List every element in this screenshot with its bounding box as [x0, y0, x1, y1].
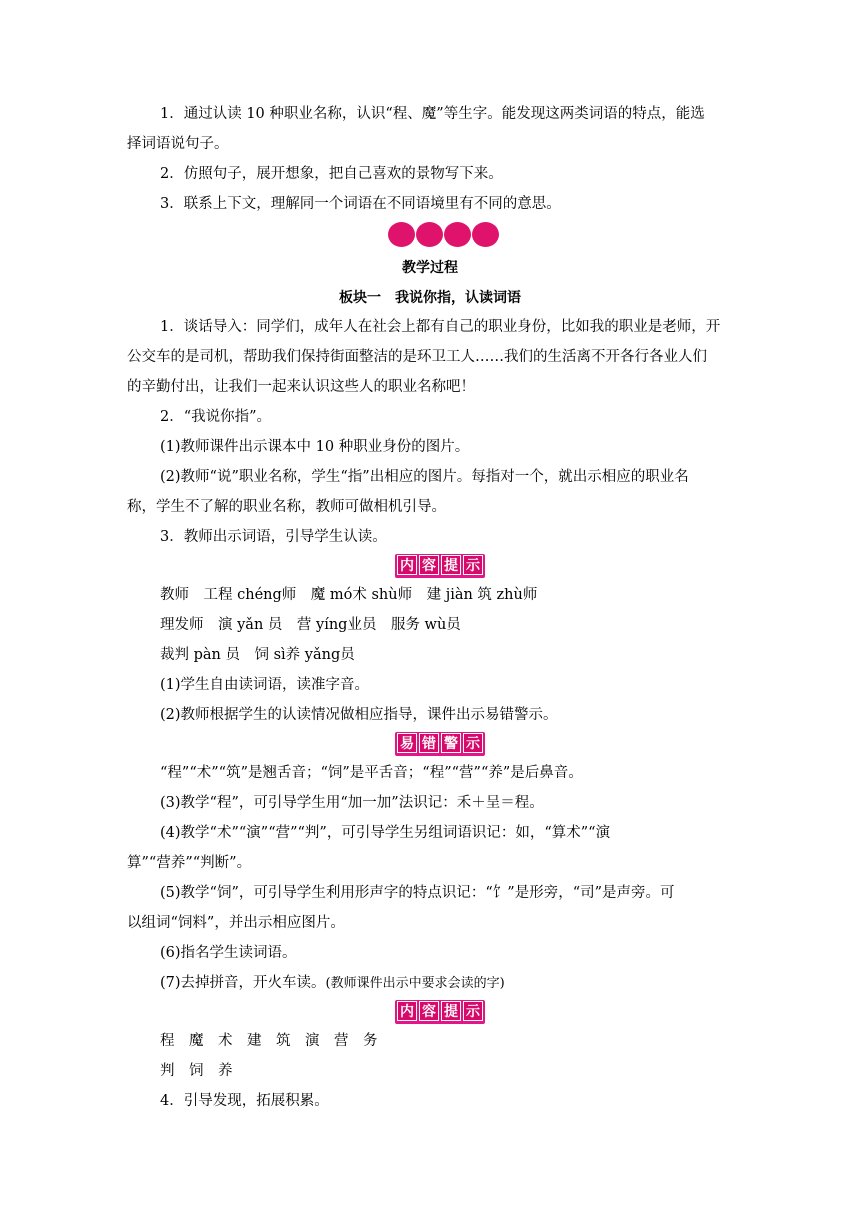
paragraph-line: 以组词“饲料”，并出示相应图片。 — [127, 915, 345, 931]
tag-char: 内 — [397, 555, 417, 575]
paragraph-line: 4．引导发现，拓展积累。 — [160, 1093, 329, 1109]
char-line: 程 魔 术 建 筑 演 营 务 — [160, 1033, 378, 1049]
paragraph-line: (5)教学“饲”，可引导学生利用形声字的特点识记：“饣”是形旁，“司”是声旁。可 — [160, 885, 675, 901]
word-line: 裁判 pàn 员 饲 sì养 yǎng员 — [160, 647, 355, 663]
paragraph-line: 3．教师出示词语，引导学生认读。 — [160, 529, 387, 545]
objective-2: 2．仿照句子，展开想象，把自己喜欢的景物写下来。 — [160, 166, 503, 182]
dot-icon — [444, 222, 471, 247]
paragraph-line: “程”“术”“筑”是翘舌音；“饲”是平舌音；“程”“营”“养”是后鼻音。 — [160, 765, 583, 781]
tag-char: 容 — [419, 555, 439, 575]
tag-char: 内 — [397, 1001, 417, 1021]
paragraph-line: 算”“营养”“判断”。 — [127, 855, 252, 871]
content-tip-badge — [395, 1000, 485, 1024]
dot-icon — [388, 222, 415, 247]
dot-icon — [472, 222, 499, 247]
tag-char: 易 — [397, 733, 417, 753]
decorative-dots — [388, 222, 499, 248]
objective-3: 3．联系上下文，理解同一个词语在不同语境里有不同的意思。 — [160, 196, 561, 212]
paragraph-note: (教师课件出示中要求会读的字) — [325, 976, 505, 991]
paragraph-line — [160, 973, 505, 994]
tag-char: 容 — [419, 1001, 439, 1021]
paragraph-text: (7)去掉拼音，开火车读。 — [160, 975, 326, 991]
paragraph-line: (1)教师课件出示课本中 10 种职业身份的图片。 — [160, 439, 470, 455]
tag-char: 示 — [463, 1001, 483, 1021]
section-title: 教学过程 — [402, 260, 458, 276]
tag-char: 示 — [463, 555, 483, 575]
paragraph-line: 的辛勤付出，让我们一起来认识这些人的职业名称吧！ — [127, 379, 475, 395]
word-line: 理发师 演 yǎn 员 营 yíng业员 服务 wù员 — [160, 617, 461, 633]
paragraph-line: 1．谈话导入：同学们，成年人在社会上都有自己的职业身份，比如我的职业是老师，开 — [160, 319, 721, 335]
paragraph-line: (3)教学“程”，可引导学生用“加一加”法识记：禾＋呈＝程。 — [160, 795, 544, 811]
block-title: 板块一 我说你指，认读词语 — [339, 290, 521, 306]
tag-char: 提 — [441, 1001, 461, 1021]
content-tip-badge — [395, 554, 485, 578]
tag-char: 提 — [441, 555, 461, 575]
tag-char: 示 — [463, 733, 483, 753]
tag-char: 错 — [419, 733, 439, 753]
word-line: 教师 工程 chéng师 魔 mó术 shù师 建 jiàn 筑 zhù师 — [160, 587, 538, 603]
paragraph-line: (2)教师“说”职业名称，学生“指”出相应的图片。每指对一个，就出示相应的职业名 — [160, 469, 689, 485]
paragraph-line: 公交车的是司机，帮助我们保持街面整洁的是环卫工人……我们的生活离不开各行各业人们 — [127, 349, 707, 365]
paragraph-line: (1)学生自由读词语，读准字音。 — [160, 677, 370, 693]
paragraph-line: (2)教师根据学生的认读情况做相应指导，课件出示易错警示。 — [160, 707, 558, 723]
char-line: 判 饲 养 — [160, 1063, 233, 1079]
objective-1-cont: 择词语说句子。 — [127, 136, 229, 152]
paragraph-line: (4)教学“术”“演”“营”“判”，可引导学生另组词语识记：如，“算术”“演 — [160, 825, 611, 841]
objective-1: 1．通过认读 10 种职业名称，认识“程、魔”等生字。能发现这两类词语的特点，能选 — [160, 106, 705, 122]
error-tip-badge — [395, 732, 485, 756]
paragraph-line: 称，学生不了解的职业名称，教师可做相机引导。 — [127, 499, 446, 515]
dot-icon — [416, 222, 443, 247]
paragraph-line: 2．“我说你指”。 — [160, 409, 272, 425]
paragraph-line: (6)指名学生读词语。 — [160, 945, 297, 961]
tag-char: 警 — [441, 733, 461, 753]
